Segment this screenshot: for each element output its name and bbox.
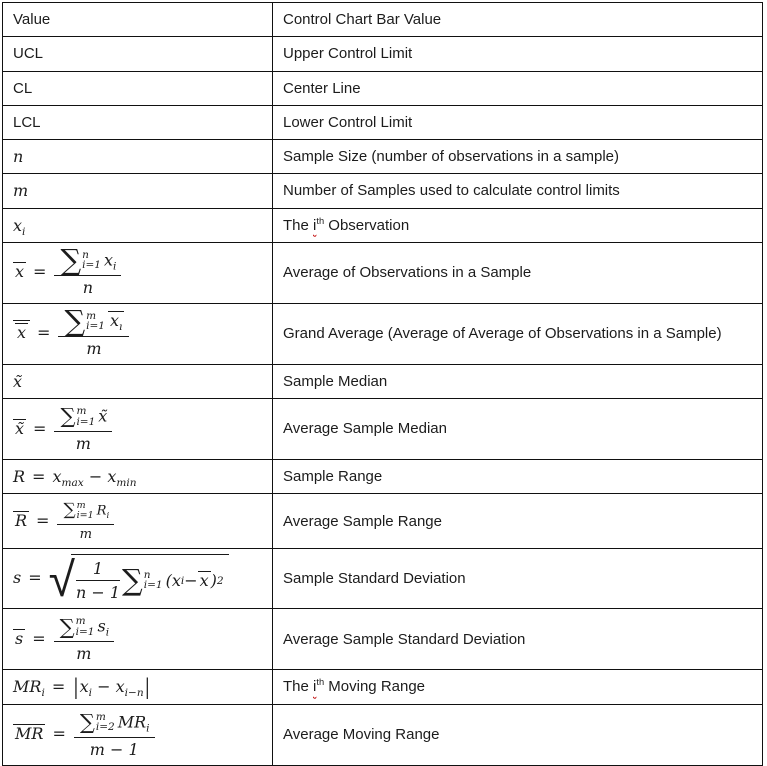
symbol-cell: MR = ∑ m i=2 $MR_i$ m − 1 [3, 704, 273, 765]
description-cell: Sample Size (number of observations in a sample) [273, 140, 763, 174]
symbol-cell: R = ∑ m i=1 $R_i$ m [3, 494, 273, 549]
table-row [3, 208, 763, 242]
symbol-cell: x̃ [3, 364, 273, 398]
symbol-cell: LCL [3, 105, 273, 139]
description-cell: Average Sample Standard Deviation [273, 609, 763, 670]
description-cell: Sample Median [273, 364, 763, 398]
symbol-cell: UCL [3, 37, 273, 71]
description-cell: Control Chart Bar Value [273, 3, 763, 37]
symbol-cell: n [3, 140, 273, 174]
table-row [3, 37, 763, 71]
table-row [3, 549, 763, 609]
description-cell: Average Moving Range [273, 704, 763, 765]
symbol-cell: $R = x_{max} - x_{min}$ [3, 460, 273, 494]
description-cell: Number of Samples used to calculate control limits [273, 174, 763, 208]
symbol-cell: m [3, 174, 273, 208]
symbol-cell: $MR_i = |x_i - x_{i-n}|$ [3, 670, 273, 704]
description-cell: Lower Control Limit [273, 105, 763, 139]
symbol-cell: s = ∑ m i=1 $s_i$ m [3, 609, 273, 670]
description-cell: Center Line [273, 71, 763, 105]
table-row [3, 140, 763, 174]
description-cell: Upper Control Limit [273, 37, 763, 71]
table-row [3, 670, 763, 704]
table-row [3, 71, 763, 105]
symbol-cell: x = ∑ n i=1 $x_i$ n [3, 242, 273, 303]
symbol-cell: $x_i$ [3, 208, 273, 242]
table-row [3, 399, 763, 460]
table-row [3, 174, 763, 208]
table-row [3, 704, 763, 765]
table-row [3, 105, 763, 139]
table-row [3, 242, 763, 303]
glossary-table-body [3, 3, 763, 766]
description-cell: Average of Observations in a Sample [273, 242, 763, 303]
symbol-cell: x = ∑ m i=1 $x_ı$ m [3, 303, 273, 364]
description-cell: Average Sample Range [273, 494, 763, 549]
description-cell: The $i^{th}$ Observation [273, 208, 763, 242]
table-row [3, 494, 763, 549]
symbol-cell: Value [3, 3, 273, 37]
description-cell: Sample Range [273, 460, 763, 494]
description-cell: Grand Average (Average of Average of Observations in a Sample) [273, 303, 763, 364]
symbol-cell: s = √ $\frac{1}{n - 1}$ ∑ n i=1 (x i − x ) 2 [3, 549, 273, 609]
symbol-glossary-table [2, 2, 763, 766]
symbol-cell: x̃ = ∑ m i=1 x̃ m [3, 399, 273, 460]
description-cell: Average Sample Median [273, 399, 763, 460]
table-row [3, 460, 763, 494]
table-row [3, 3, 763, 37]
description-cell: The $i^{th}$ Moving Range [273, 670, 763, 704]
table-row [3, 364, 763, 398]
symbol-cell: CL [3, 71, 273, 105]
description-cell: Sample Standard Deviation [273, 549, 763, 609]
table-row [3, 609, 763, 670]
table-row [3, 303, 763, 364]
